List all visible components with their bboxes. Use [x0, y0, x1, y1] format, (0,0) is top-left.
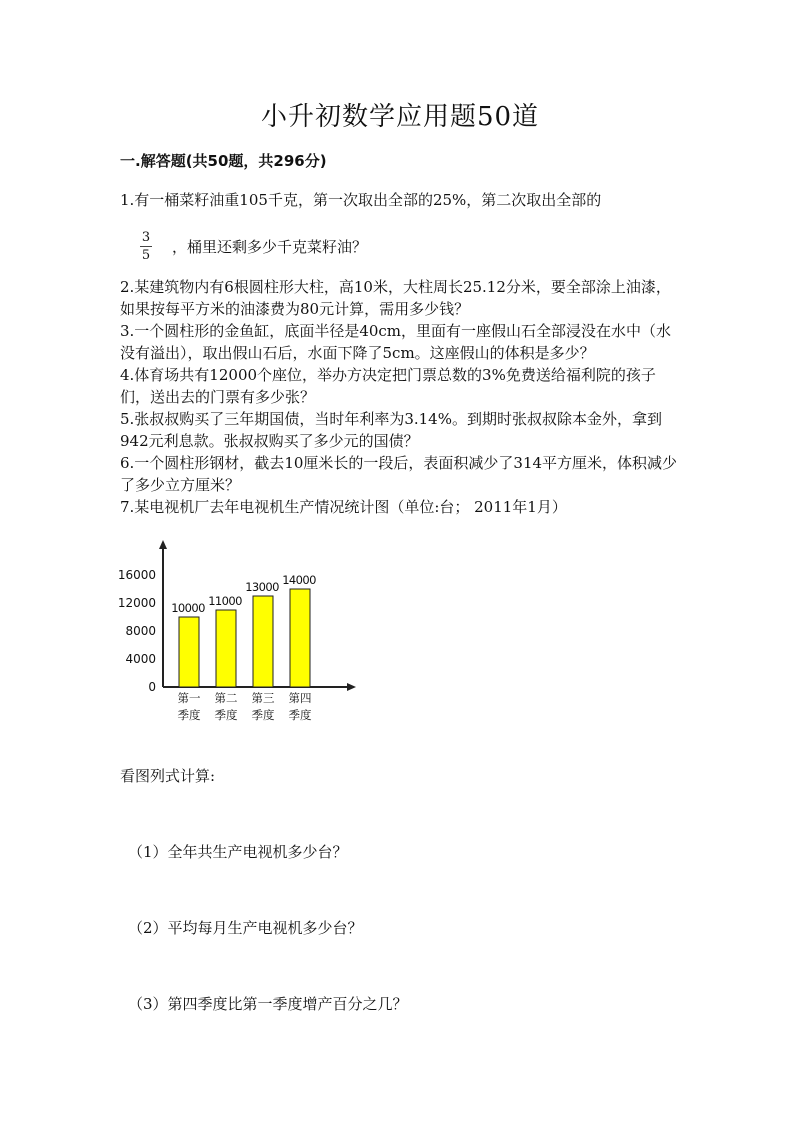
question-list — [120, 276, 685, 518]
question-6: 6.一个圆柱形钢材，截去10厘米长的一段后，表面积减少了314平方厘米，体积减少了多少立方厘米？ — [120, 454, 678, 494]
question-3: 3.一个圆柱形的金鱼缸，底面半径是40cm，里面有一座假山石全部浸没在水中（水没有溢出），取出假山石后，水面下降了5cm。这座假山的体积是多少？ — [120, 322, 672, 362]
question-2: 2.某建筑物内有6根圆柱形大柱，高10米，大柱周长25.12分米，要全部涂上油漆，如果按每平方米的油漆费为80元计算，需用多少钱？ — [120, 278, 671, 318]
x-tick-label: 第三 — [251, 691, 275, 705]
y-tick-label: 0 — [148, 680, 156, 694]
x-axis-arrow — [347, 683, 356, 691]
bar-value-label: 11000 — [208, 594, 242, 608]
fraction-numerator: 3 — [141, 230, 151, 245]
bar — [179, 617, 199, 687]
x-tick-label: 季度 — [251, 708, 275, 722]
question-1-line-1: 1.有一桶菜籽油重105千克，第一次取出全部的25%，第二次取出全部的 — [120, 191, 602, 209]
instruction-text: 看图列式计算: — [120, 767, 216, 785]
question-1-line-2 — [140, 230, 367, 263]
bar — [216, 610, 236, 687]
bar — [253, 596, 273, 687]
fraction-denominator: 5 — [141, 248, 151, 263]
sub-question-3: （3）第四季度比第一季度增产百分之几？ — [128, 995, 408, 1013]
y-tick-label: 8000 — [125, 624, 156, 638]
page-title: 小升初数学应用题50道 — [260, 102, 540, 132]
bar-value-label: 10000 — [171, 601, 205, 615]
y-tick-label: 16000 — [118, 568, 156, 582]
fraction — [140, 230, 152, 263]
x-tick-label: 第一 — [177, 691, 201, 705]
x-tick-label: 季度 — [288, 708, 312, 722]
question-4: 4.体育场共有12000个座位，举办方决定把门票总数的3%免费送给福利院的孩子们，送出去的门票有多少张？ — [120, 366, 656, 406]
sub-question-1: （1）全年共生产电视机多少台？ — [128, 843, 348, 861]
x-tick-label: 第四 — [288, 691, 312, 705]
x-tick-label: 季度 — [214, 708, 238, 722]
question-1-tail: ，桶里还剩多少千克菜籽油？ — [172, 238, 368, 256]
y-tick-label: 4000 — [125, 652, 156, 666]
bar-chart — [118, 530, 368, 730]
section-heading: 一.解答题(共50题，共296分) — [120, 152, 327, 170]
x-tick-label: 第二 — [214, 691, 238, 705]
bar-value-label: 14000 — [282, 573, 316, 587]
sub-question-2: （2）平均每月生产电视机多少台？ — [128, 919, 363, 937]
bar-value-label: 13000 — [245, 580, 279, 594]
y-tick-label: 12000 — [118, 596, 156, 610]
bar — [290, 589, 310, 687]
x-tick-label: 季度 — [177, 708, 201, 722]
y-axis-arrow — [159, 540, 167, 549]
question-7: 7.某电视机厂去年电视机生产情况统计图（单位:台； 2011年1月） — [120, 498, 567, 516]
question-5: 5.张叔叔购买了三年期国债，当时年利率为3.14%。到期时张叔叔除本金外，拿到942元利息款。张叔叔购买了多少元的国债？ — [120, 410, 662, 450]
fraction-bar — [140, 246, 152, 247]
